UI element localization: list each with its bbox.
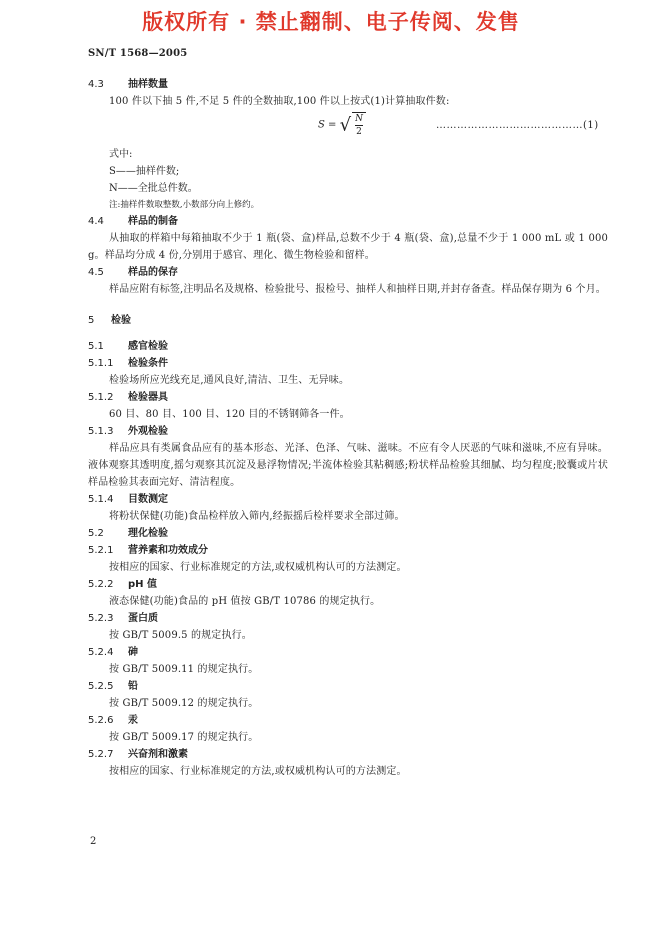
section-number: 5.2.3 <box>88 613 114 624</box>
section-number: 5.1 <box>88 341 104 352</box>
section-5-2-7-heading <box>88 746 608 763</box>
section-4-5-heading <box>88 264 608 281</box>
formula-fraction <box>352 112 366 138</box>
section-title: 砷 <box>128 647 138 658</box>
section-5-2-5-text: 按 GB/T 5009.12 的规定执行。 <box>109 698 259 709</box>
section-5-2-2-heading <box>88 576 608 593</box>
section-5-1-heading <box>88 338 608 355</box>
section-number: 5.1.1 <box>88 358 114 369</box>
formula-denominator: 2 <box>356 127 362 137</box>
section-title: 检验器具 <box>128 392 168 403</box>
section-5-2-6-text: 按 GB/T 5009.17 的规定执行。 <box>109 732 259 743</box>
section-5-1-1-text: 检验场所应光线充足,通风良好,清洁、卫生、无异味。 <box>109 375 350 386</box>
section-title: 感官检验 <box>128 341 168 352</box>
section-5-2-heading <box>88 525 608 542</box>
section-5-2-5-heading <box>88 678 608 695</box>
section-title: 检验 <box>111 315 131 326</box>
section-number: 5.1.3 <box>88 426 114 437</box>
section-5-2-4-heading <box>88 644 608 661</box>
section-number: 5 <box>88 315 95 326</box>
section-5-2-1-heading <box>88 542 608 559</box>
section-title: 营养素和功效成分 <box>128 545 208 556</box>
document-body <box>88 76 608 780</box>
section-number: 5.2.2 <box>88 579 114 590</box>
section-5-2-6-heading <box>88 712 608 729</box>
section-title: 抽样数量 <box>128 79 168 90</box>
section-5-1-2-heading <box>88 389 608 406</box>
section-5-2-7-text: 按相应的国家、行业标准规定的方法,或权威机构认可的方法测定。 <box>109 766 407 777</box>
section-number: 5.2.1 <box>88 545 114 556</box>
section-number: 5.2.6 <box>88 715 114 726</box>
section-5-2-3-heading <box>88 610 608 627</box>
section-title: 铅 <box>128 681 138 692</box>
section-title: 蛋白质 <box>128 613 158 624</box>
section-title: 汞 <box>128 715 138 726</box>
definition-s: S——抽样件数; <box>109 166 180 177</box>
section-4-3-text: 100 件以下抽 5 件,不足 5 件的全数抽取,100 件以上按式(1)计算抽取件数: <box>109 96 450 107</box>
section-5-1-2-text: 60 目、80 目、100 目、120 目的不锈钢筛各一件。 <box>109 409 350 420</box>
section-title: 检验条件 <box>128 358 168 369</box>
where-label: 式中: <box>109 149 133 160</box>
section-number: 4.3 <box>88 79 104 90</box>
page-number: 2 <box>90 836 97 847</box>
section-5-1-1-heading <box>88 355 608 372</box>
section-number: 4.4 <box>88 216 104 227</box>
section-number: 5.2.4 <box>88 647 114 658</box>
section-5-2-2-text: 液态保健(功能)食品的 pH 值按 GB/T 10786 的规定执行。 <box>109 596 381 607</box>
section-title: 样品的制备 <box>128 216 178 227</box>
formula-1 <box>88 110 608 146</box>
section-number: 5.2 <box>88 528 104 539</box>
section-title: pH 值 <box>128 579 158 590</box>
section-4-3-heading <box>88 76 608 93</box>
section-5-1-4-text: 将粉状保健(功能)食品检样放入筛内,经振摇后检样要求全部过筛。 <box>109 511 405 522</box>
section-number: 5.1.2 <box>88 392 114 403</box>
formula-lhs: S = <box>318 119 337 131</box>
section-5-1-3-text: 样品应具有类属食品应有的基本形态、光泽、色泽、气味、滋味。不应有令人厌恶的气味和滋味,不应有异味。液体观察其透明度,摇匀观察其沉淀及悬浮物情况;半流体检验其粘稠感;粉状样品检验其细腻、均匀程度;胶囊或片状样品检验其表面完好、清洁程度。 <box>88 443 608 488</box>
section-5-1-3-heading <box>88 423 608 440</box>
section-title: 目数测定 <box>128 494 168 505</box>
section-number: 5.1.4 <box>88 494 114 505</box>
sqrt-icon: √ <box>339 114 352 136</box>
section-title: 兴奋剂和激素 <box>128 749 188 760</box>
standard-code: SN/T 1568—2005 <box>88 48 188 59</box>
section-4-4-heading <box>88 213 608 230</box>
equation-number: ……………………………………(1) <box>436 120 599 131</box>
section-title: 理化检验 <box>128 528 168 539</box>
section-number: 5.2.5 <box>88 681 114 692</box>
note: 注:抽样件数取整数,小数部分向上修约。 <box>109 200 260 210</box>
definition-n: N——全批总件数。 <box>109 183 198 194</box>
formula-expression <box>318 112 366 138</box>
copyright-watermark: 版权所有 · 禁止翻制、电子传阅、发售 <box>142 10 520 34</box>
formula-numerator: N <box>355 114 363 124</box>
section-5-2-4-text: 按 GB/T 5009.11 的规定执行。 <box>109 664 259 675</box>
section-5-2-1-text: 按相应的国家、行业标准规定的方法,或权威机构认可的方法测定。 <box>109 562 407 573</box>
section-title: 外观检验 <box>128 426 168 437</box>
section-5-heading <box>88 312 608 329</box>
section-5-2-3-text: 按 GB/T 5009.5 的规定执行。 <box>109 630 252 641</box>
section-number: 5.2.7 <box>88 749 114 760</box>
section-5-1-4-heading <box>88 491 608 508</box>
section-title: 样品的保存 <box>128 267 178 278</box>
section-4-4-text: 从抽取的样箱中每箱抽取不少于 1 瓶(袋、盒)样品,总数不少于 4 瓶(袋、盒),总量不少于 1 000 mL 或 1 000 g。样品均分成 4 份,分别用于感官、理化、微生物检验和留样。 <box>88 233 608 261</box>
section-4-5-text: 样品应附有标签,注明品名及规格、检验批号、报检号、抽样人和抽样日期,并封存备查。样品保存期为 6 个月。 <box>109 284 606 295</box>
section-number: 4.5 <box>88 267 104 278</box>
